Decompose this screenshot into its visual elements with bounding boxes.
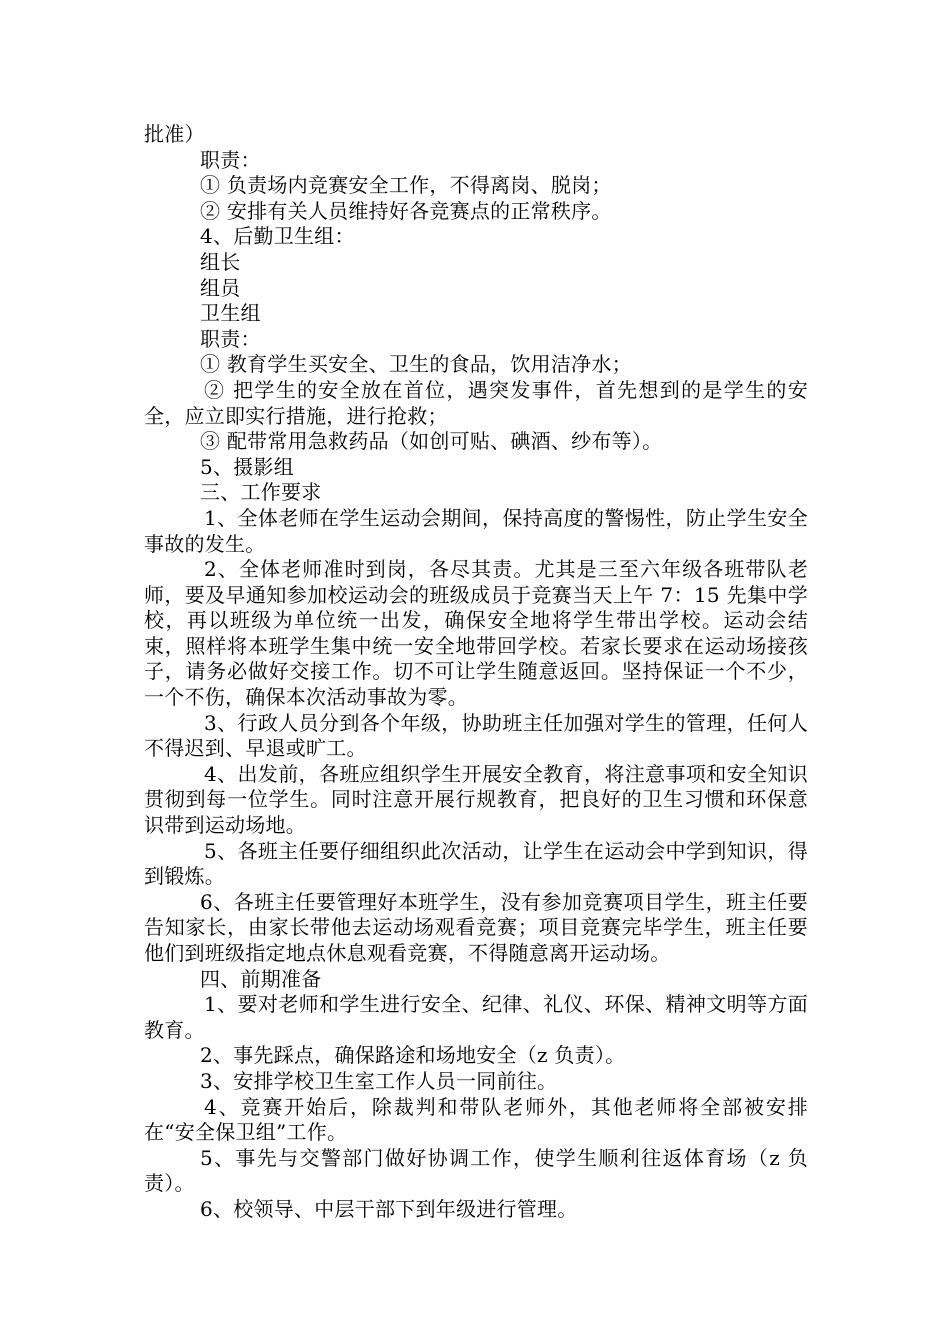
paragraph-requirement: 1、全体老师在学生运动会期间，保持高度的警惕性，防止学生安全事故的发生。 [144,505,808,556]
paragraph-duties-heading: 职责： [200,147,261,172]
paragraph-duty-item: ② 把学生的安全放在首位，遇突发事件，首先想到的是学生的安全，应立即实行措施，进行抢救； [144,377,808,428]
section-preparation: 四、前期准备 [200,966,322,991]
section-logistics-health: 4、后勤卫生组： [200,224,355,249]
paragraph-preparation-item: 6、校领导、中层干部下到年级进行管理。 [200,1196,578,1221]
section-work-requirements: 三、工作要求 [200,480,322,505]
paragraph-duty-item: ① 负责场内竞赛安全工作，不得离岗、脱岗； [200,173,612,198]
paragraph-duty-item: ③ 配带常用急救药品（如创可贴、碘酒、纱布等）。 [200,429,663,454]
paragraph-approval: 批准） [144,122,205,146]
paragraph-group-members: 组员 [200,275,241,300]
paragraph-preparation-item: 5、事先与交警部门做好协调工作，使学生顺利往返体育场（z 负责）。 [144,1145,808,1196]
paragraph-requirement: 3、行政人员分到各个年级，协助班主任加强对学生的管理，任何人不得迟到、早退或旷工。 [144,710,808,761]
paragraph-preparation-item: 2、事先踩点，确保路途和场地安全（z 负责）。 [200,1043,626,1068]
paragraph-duty-item: ② 安排有关人员维持好各竞赛点的正常秩序。 [200,198,612,223]
paragraph-health-group: 卫生组 [200,301,261,326]
section-photography: 5、摄影组 [200,454,294,479]
paragraph-preparation-item: 1、要对老师和学生进行安全、纪律、礼仪、环保、精神文明等方面教育。 [144,992,808,1042]
paragraph-group-leader: 组长 [200,249,241,274]
paragraph-requirement: 2、全体老师准时到岗，各尽其责。尤其是三至六年级各班带队老师，要及早通知参加校运动会的班级成员于竞赛当天上午 7：15 先集中学校，再以班级为单位统一出发，确保安全地将学生带出学校。运动会结束，照样将本班学生集中统一安全地带回学校。若家长要求在运动场接孩子，请务必做好交接工作。切不可让学生随意返回。坚持保证一个不少，一个不伤，确保本次活动事故为零。 [144,557,808,710]
paragraph-duty-item: ① 教育学生买安全、卫生的食品，饮用洁净水； [200,352,632,377]
paragraph-preparation-item: 3、安排学校卫生室工作人员一同前往。 [200,1068,558,1093]
paragraph-preparation-item: 4、竞赛开始后，除裁判和带队老师外，其他老师将全部被安排在“安全保卫组”工作。 [144,1094,808,1145]
paragraph-duties-heading: 职责： [200,326,261,351]
document-body [144,122,808,1223]
paragraph-requirement: 6、各班主任要管理好本班学生，没有参加竞赛项目学生，班主任要告知家长，由家长带他去运动场观看竞赛；项目竞赛完毕学生，班主任要他们到班级指定地点休息观看竞赛，不得随意离开运动场。 [144,889,808,965]
paragraph-requirement: 5、各班主任要仔细组织此次活动，让学生在运动会中学到知识，得到锻炼。 [144,838,808,889]
paragraph-requirement: 4、出发前，各班应组织学生开展安全教育，将注意事项和安全知识贯彻到每一位学生。同时注意开展行规教育，把良好的卫生习惯和环保意识带到运动场地。 [144,761,808,838]
